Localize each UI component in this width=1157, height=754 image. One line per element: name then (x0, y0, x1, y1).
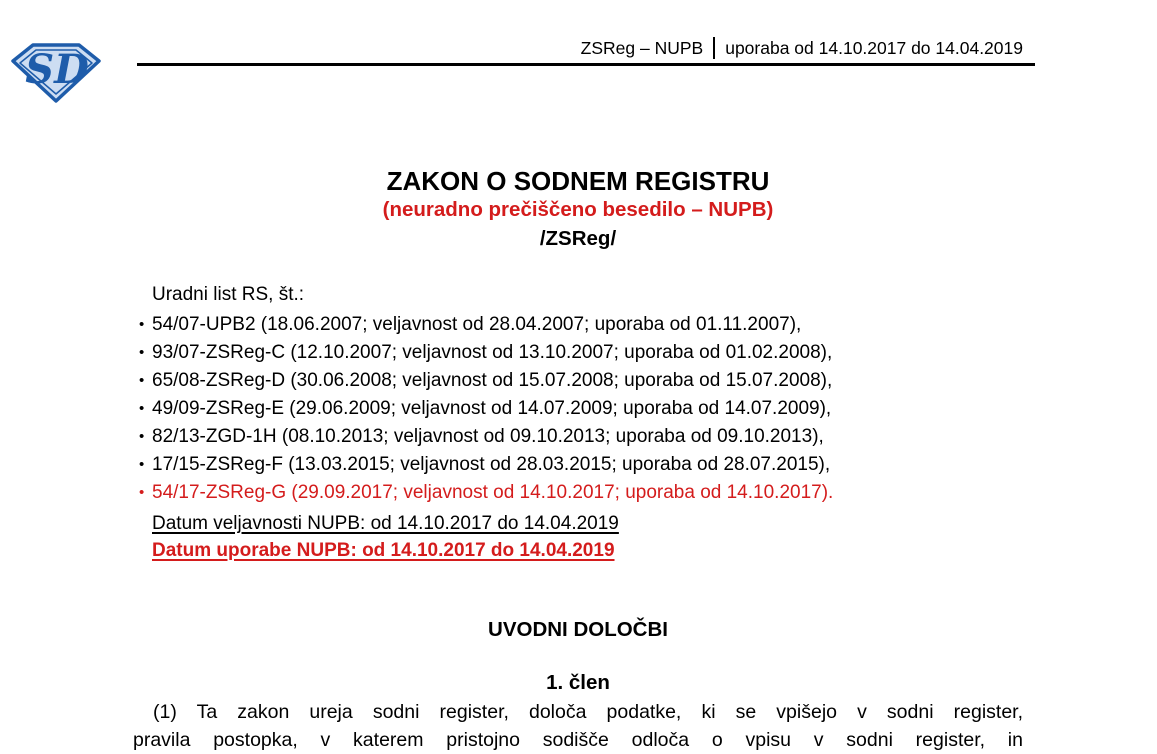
gazette-item (139, 367, 833, 395)
bullet-icon: • (139, 316, 145, 333)
gazette-item (139, 423, 833, 451)
bullet-icon: • (139, 456, 145, 473)
document-short-name: /ZSReg/ (539, 227, 617, 250)
gazette-item-text: 93/07-ZSReg-C (12.10.2007; veljavnost od 13.10.2007; uporaba od 01.02.2008), (152, 342, 833, 363)
document-title: ZAKON O SODNEM REGISTRU (386, 166, 770, 196)
gazette-item (139, 339, 833, 367)
article-paragraph (133, 698, 1023, 754)
publisher-logo (8, 40, 104, 106)
bullet-icon: • (139, 400, 145, 417)
sd-shield-icon (8, 40, 104, 106)
header-separator (713, 37, 715, 59)
gazette-item (139, 311, 833, 339)
bullet-icon: • (139, 344, 145, 361)
gazette-item-text: 49/09-ZSReg-E (29.06.2009; veljavnost od 14.07.2009; uporaba od 14.07.2009), (152, 398, 832, 419)
paragraph-line: pravila postopka, v katerem pristojno sodišče odloča o vpisu v sodni register, in (133, 729, 1023, 751)
bullet-icon: • (139, 428, 145, 445)
gazette-item-highlighted (139, 479, 833, 507)
gazette-intro: Uradni list RS, št.: (152, 284, 305, 305)
gazette-item-text: 54/07-UPB2 (18.06.2007; veljavnost od 28.04.2007; uporaba od 01.11.2007), (152, 314, 802, 335)
paragraph-line: (1) Ta zakon ureja sodni register, določa podatke, ki se vpišejo v sodni register, (153, 701, 1023, 723)
usage-date-line: Datum uporabe NUPB: od 14.10.2017 do 14.04.2019 (152, 540, 615, 561)
article-heading: 1. člen (546, 671, 610, 694)
bullet-icon: • (139, 484, 145, 501)
gazette-item-text: 17/15-ZSReg-F (13.03.2015; veljavnost od 28.03.2015; uporaba od 28.07.2015), (152, 454, 831, 475)
bullet-icon: • (139, 372, 145, 389)
gazette-item-text: 82/13-ZGD-1H (08.10.2013; veljavnost od 09.10.2013; uporaba od 09.10.2013), (152, 426, 824, 447)
header-validity-range: uporaba od 14.10.2017 do 14.04.2019 (725, 37, 1023, 58)
header-doc-code: ZSReg – NUPB (580, 37, 704, 58)
gazette-item-text: 65/08-ZSReg-D (30.06.2008; veljavnost od 15.07.2008; uporaba od 15.07.2008), (152, 370, 833, 391)
document-subtitle: (neuradno prečiščeno besedilo – NUPB) (382, 198, 774, 221)
page-header (137, 37, 1035, 66)
gazette-item (139, 395, 833, 423)
gazette-item (139, 451, 833, 479)
section-heading: UVODNI DOLOČBI (488, 618, 668, 641)
logo-letters: SD (25, 46, 89, 93)
gazette-item-text: 54/17-ZSReg-G (29.09.2017; veljavnost od 14.10.2017; uporaba od 14.10.2017). (152, 482, 834, 503)
validity-date-line: Datum veljavnosti NUPB: od 14.10.2017 do 14.04.2019 (152, 513, 619, 534)
gazette-list (139, 311, 833, 507)
